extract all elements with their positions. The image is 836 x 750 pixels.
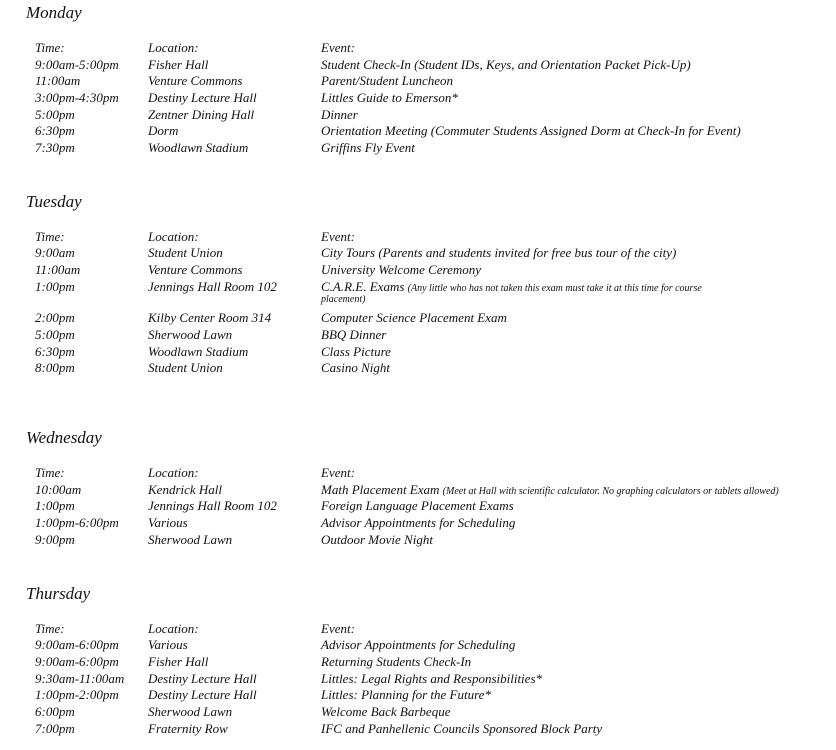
event-name: C.A.R.E. Exams bbox=[321, 279, 405, 294]
header-event: Event: bbox=[321, 465, 355, 480]
row-event: Littles Guide to Emerson* bbox=[321, 90, 458, 105]
row-time: 9:00am-5:00pm bbox=[35, 57, 119, 72]
day-heading-tuesday: Tuesday bbox=[26, 192, 82, 211]
row-location: Sherwood Lawn bbox=[148, 532, 233, 547]
row-location: Dorm bbox=[148, 123, 179, 138]
header-location: Location: bbox=[148, 465, 199, 480]
event-name: Math Placement Exam bbox=[321, 482, 440, 497]
row-location: Venture Commons bbox=[148, 262, 243, 277]
row-event: Foreign Language Placement Exams bbox=[321, 498, 514, 513]
row-time: 10:00am bbox=[35, 482, 82, 497]
row-event: Welcome Back Barbeque bbox=[321, 704, 451, 719]
header-location: Location: bbox=[148, 229, 199, 244]
row-event: BBQ Dinner bbox=[321, 327, 387, 342]
row-time: 6:30pm bbox=[35, 123, 75, 138]
row-event: Advisor Appointments for Scheduling bbox=[321, 515, 516, 530]
row-location: Woodlawn Stadium bbox=[148, 344, 249, 359]
row-time: 11:00am bbox=[35, 73, 81, 88]
header-time: Time: bbox=[35, 229, 65, 244]
row-event: City Tours (Parents and students invited for free bus tour of the city) bbox=[321, 245, 677, 260]
row-time: 1:00pm bbox=[35, 279, 75, 294]
row-location: Destiny Lecture Hall bbox=[148, 687, 257, 702]
row-time: 7:00pm bbox=[35, 721, 75, 736]
row-location: Sherwood Lawn bbox=[148, 704, 233, 719]
row-time: 6:00pm bbox=[35, 704, 75, 719]
row-event: Student Check-In (Student IDs, Keys, and Orientation Packet Pick-Up) bbox=[321, 57, 691, 72]
row-event: Parent/Student Luncheon bbox=[321, 73, 454, 88]
row-location: Woodlawn Stadium bbox=[148, 140, 249, 155]
row-time: 9:00am-6:00pm bbox=[35, 654, 119, 669]
row-time: 5:00pm bbox=[35, 327, 75, 342]
row-location: Various bbox=[148, 637, 188, 652]
header-time: Time: bbox=[35, 465, 65, 480]
row-event: Computer Science Placement Exam bbox=[321, 310, 507, 325]
row-time: 11:00am bbox=[35, 262, 81, 277]
row-event: Dinner bbox=[321, 107, 358, 122]
row-location: Venture Commons bbox=[148, 73, 243, 88]
row-time: 5:00pm bbox=[35, 107, 75, 122]
row-location: Jennings Hall Room 102 bbox=[148, 498, 277, 513]
row-event: Casino Night bbox=[321, 360, 390, 375]
day-heading-wednesday: Wednesday bbox=[26, 428, 102, 447]
row-time: 7:30pm bbox=[35, 140, 75, 155]
event-note: (Any little who has not taken this exam must take it at this time for course bbox=[407, 283, 702, 294]
header-time: Time: bbox=[35, 621, 65, 636]
row-location: Fraternity Row bbox=[148, 721, 228, 736]
row-location: Jennings Hall Room 102 bbox=[148, 279, 277, 294]
row-event: Orientation Meeting (Commuter Students Assigned Dorm at Check-In for Event) bbox=[321, 123, 741, 138]
row-time: 9:00am bbox=[35, 245, 75, 260]
row-location: Sherwood Lawn bbox=[148, 327, 233, 342]
day-heading-monday: Monday bbox=[26, 3, 82, 22]
row-event bbox=[321, 278, 702, 297]
row-time: 9:30am-11:00am bbox=[35, 671, 125, 686]
row-time: 3:00pm-4:30pm bbox=[35, 90, 119, 105]
header-time: Time: bbox=[35, 40, 65, 55]
row-time: 9:00am-6:00pm bbox=[35, 637, 119, 652]
row-location: Student Union bbox=[148, 360, 223, 375]
row-location: Destiny Lecture Hall bbox=[148, 671, 257, 686]
header-event: Event: bbox=[321, 621, 355, 636]
row-time: 1:00pm bbox=[35, 498, 75, 513]
header-event: Event: bbox=[321, 229, 355, 244]
row-event: University Welcome Ceremony bbox=[321, 262, 482, 277]
header-location: Location: bbox=[148, 40, 199, 55]
header-location: Location: bbox=[148, 621, 199, 636]
row-event: Outdoor Movie Night bbox=[321, 532, 433, 547]
row-time: 1:00pm-2:00pm bbox=[35, 687, 119, 702]
row-event: IFC and Panhellenic Councils Sponsored Block Party bbox=[321, 721, 603, 736]
row-time: 2:00pm bbox=[35, 310, 75, 325]
row-event: Returning Students Check-In bbox=[321, 654, 472, 669]
row-location: Destiny Lecture Hall bbox=[148, 90, 257, 105]
row-event: Littles: Planning for the Future* bbox=[321, 687, 491, 702]
row-location: Zentner Dining Hall bbox=[148, 107, 255, 122]
row-time: 8:00pm bbox=[35, 360, 75, 375]
day-heading-thursday: Thursday bbox=[26, 584, 91, 603]
row-event: Class Picture bbox=[321, 344, 391, 359]
row-time: 1:00pm-6:00pm bbox=[35, 515, 119, 530]
row-location: Fisher Hall bbox=[148, 654, 209, 669]
row-event: Littles: Legal Rights and Responsibilities* bbox=[321, 671, 542, 686]
row-location: Kilby Center Room 314 bbox=[148, 310, 272, 325]
row-location: Kendrick Hall bbox=[148, 482, 223, 497]
event-note: (Meet at Hall with scientific calculator. No graphing calculators or tablets allowed) bbox=[442, 486, 779, 497]
row-event: Advisor Appointments for Scheduling bbox=[321, 637, 516, 652]
event-note-continuation: placement) bbox=[321, 294, 366, 305]
header-event: Event: bbox=[321, 40, 355, 55]
row-location: Various bbox=[148, 515, 188, 530]
row-location: Student Union bbox=[148, 245, 223, 260]
row-time: 9:00pm bbox=[35, 532, 75, 547]
row-event: Griffins Fly Event bbox=[321, 140, 415, 155]
row-time: 6:30pm bbox=[35, 344, 75, 359]
row-location: Fisher Hall bbox=[148, 57, 209, 72]
